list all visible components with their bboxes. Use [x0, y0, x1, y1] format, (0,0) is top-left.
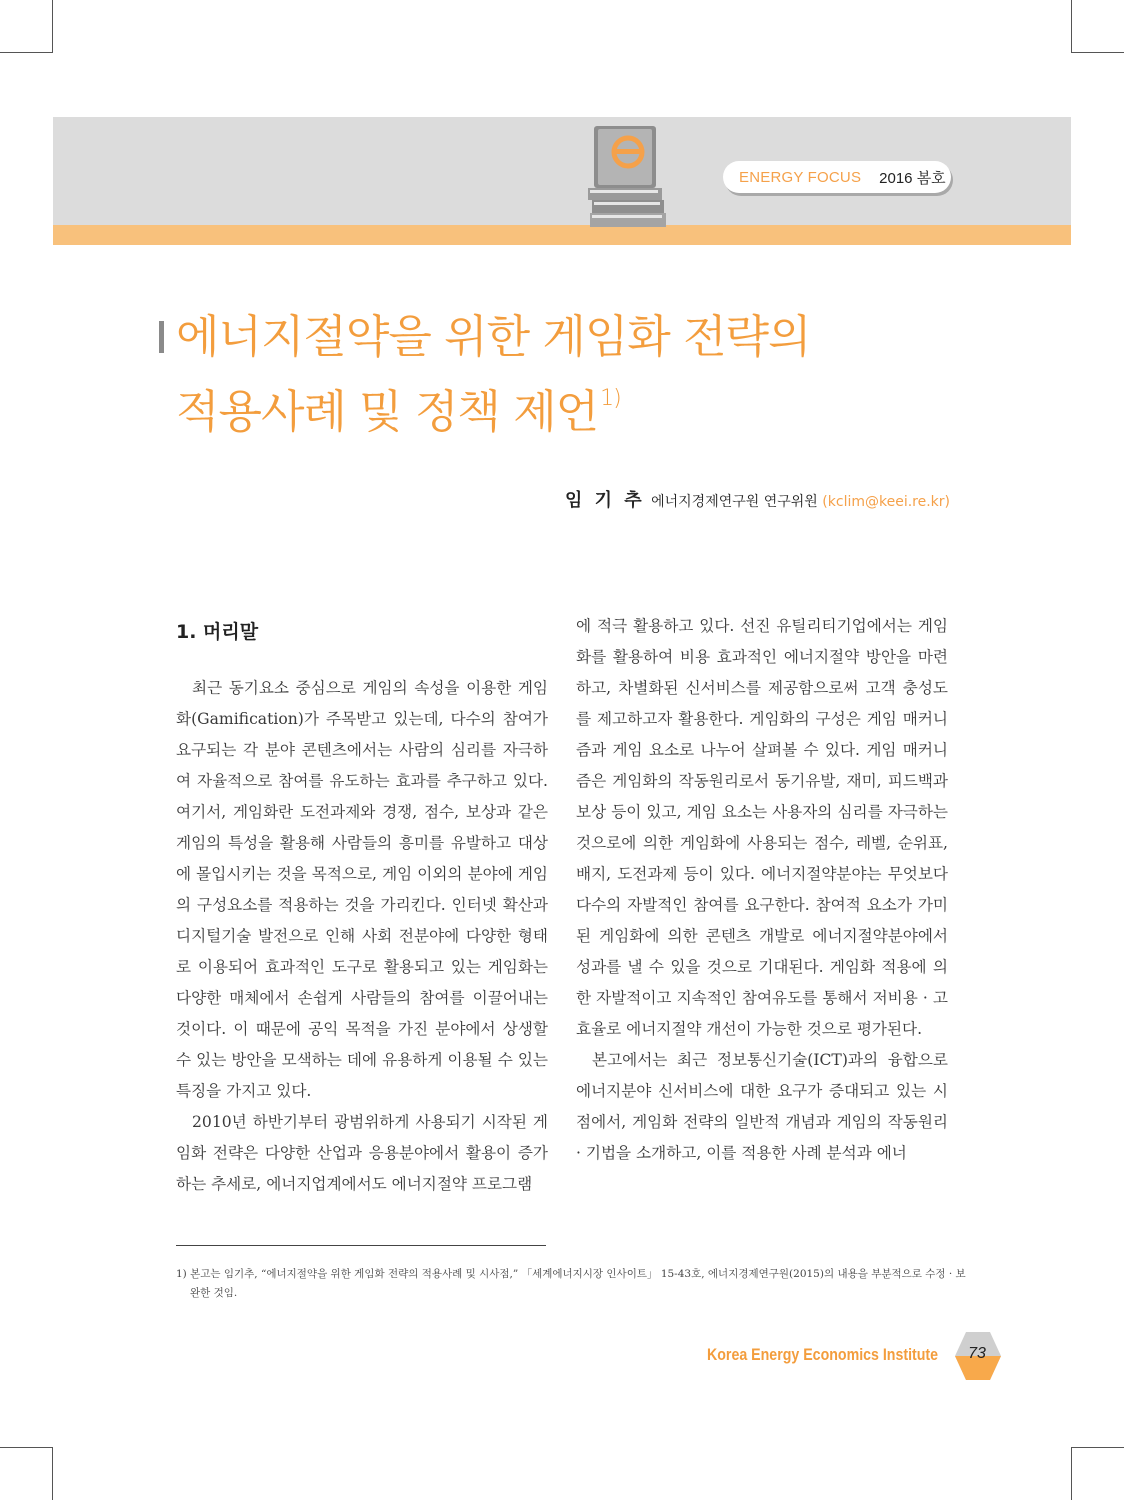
magazine-name: ENERGY FOCUS	[739, 168, 862, 186]
crop-mark-top-left-v	[52, 0, 53, 53]
issue-label: 2016 봄호	[879, 169, 946, 187]
paragraph: 2010년 하반기부터 광범위하게 사용되기 시작된 게임화 전략은 다양한 산업과 응용분야에서 활용이 증가하는 추세로, 에너지업계에서도 에너지절약 프로그램	[176, 1113, 548, 1193]
title-line-2: 적용사례 및 정책 제언	[176, 385, 599, 438]
crop-mark-bottom-right-v	[1071, 1447, 1072, 1500]
author-name: 임 기 추	[564, 490, 645, 511]
crop-mark-top-right-h	[1071, 52, 1124, 53]
right-column	[576, 611, 948, 1169]
author-affiliation: 에너지경제연구원 연구위원	[651, 494, 818, 510]
issue-badge	[723, 161, 951, 193]
header-stripe	[53, 225, 1071, 245]
section-heading: 1. 머리말	[176, 621, 259, 643]
footnote-rule	[176, 1245, 546, 1246]
page-number: 73	[968, 1345, 986, 1362]
paragraph: 에 적극 활용하고 있다. 선진 유틸리티기업에서는 게임화를 활용하여 비용 효과적인 에너지절약 방안을 마련하고, 차별화된 신서비스를 제공함으로써 고객 충성도를 제고하고자 활용한다. 게임화의 구성은 게임 매커니즘과 게임 요소로 나누어 살펴볼 수 있다. 게임 매커니즘은 게임화의 작동원리로서 동기유발, 재미, 피드백과 보상 등이 있고, 게임 요소는 사용자의 심리를 자극하는 것으로에 의한 게임화에 사용되는 점수, 레벨, 순위표, 배지, 도전과제 등이 있다. 에너지절약분야는 무엇보다 다수의 자발적인 참여를 요구한다. 참여적 요소가 가미된 게임화에 의한 콘텐츠 개발로 에너지절약분야에서 성과를 낼 수 있을 것으로 기대된다. 게임화 적용에 의한 자발적이고 지속적인 참여유도를 통해서 저비용 · 고효율로 에너지절약 개선이 가능한 것으로 평가된다.	[576, 617, 948, 1038]
article-title	[176, 306, 811, 443]
crop-mark-top-left-h	[0, 52, 53, 53]
paragraph: 최근 동기요소 중심으로 게임의 속성을 이용한 게임화(Gamification)가 주목받고 있는데, 다수의 참여가 요구되는 각 분야 콘텐츠에서는 사람의 심리를 자극하여 자율적으로 참여를 유도하는 효과를 추구하고 있다. 여기서, 게임화란 도전과제와 경쟁, 점수, 보상과 같은 게임의 특성을 활용해 사람들의 흥미를 유발하고 대상에 몰입시키는 것을 목적으로, 게임 이외의 분야에 게임의 구성요소를 적용하는 것을 가리킨다. 인터넷 확산과 디지털기술 발전으로 인해 사회 전분야에 다양한 형태로 이용되어 효과적인 도구로 활용되고 있는 게임화는 다양한 매체에서 손쉽게 사람들의 참여를 이끌어내는 것이다. 이 때문에 공익 목적을 가진 분야에서 상생할 수 있는 방안을 모색하는 데에 유용하게 이용될 수 있는 특징을 가지고 있다.	[176, 679, 548, 1100]
crop-mark-bottom-left-h	[0, 1447, 53, 1448]
title-marker	[159, 321, 164, 353]
title-footnote-mark: 1)	[600, 386, 621, 411]
institute-name: Korea Energy Economics Institute	[707, 1346, 939, 1364]
title-line-1: 에너지절약을 위한 게임화 전략의	[176, 310, 811, 363]
author-email: (kclim@keei.re.kr)	[822, 494, 950, 510]
paragraph: 본고에서는 최근 정보통신기술(ICT)과의 융합으로 에너지분야 신서비스에 대한 요구가 증대되고 있는 시점에서, 게임화 전략의 일반적 개념과 게임의 작동원리 · 기법을 소개하고, 이를 적용한 사례 분석과 에너	[576, 1051, 948, 1162]
crop-mark-top-right-v	[1071, 0, 1072, 53]
book-stack-logo-icon	[588, 122, 668, 234]
left-column	[176, 673, 548, 1200]
crop-mark-bottom-left-v	[52, 1447, 53, 1500]
footnote: 1) 본고는 임기추, “에너지절약을 위한 게임화 전략의 적용사례 및 시사점,” 「세계에너지시장 인사이트」 15-43호, 에너지경제연구원(2015)의 내용을 부분적으로 수정 · 보완한 것임.	[176, 1268, 966, 1299]
author-line	[565, 486, 950, 512]
crop-mark-bottom-right-h	[1071, 1447, 1124, 1448]
